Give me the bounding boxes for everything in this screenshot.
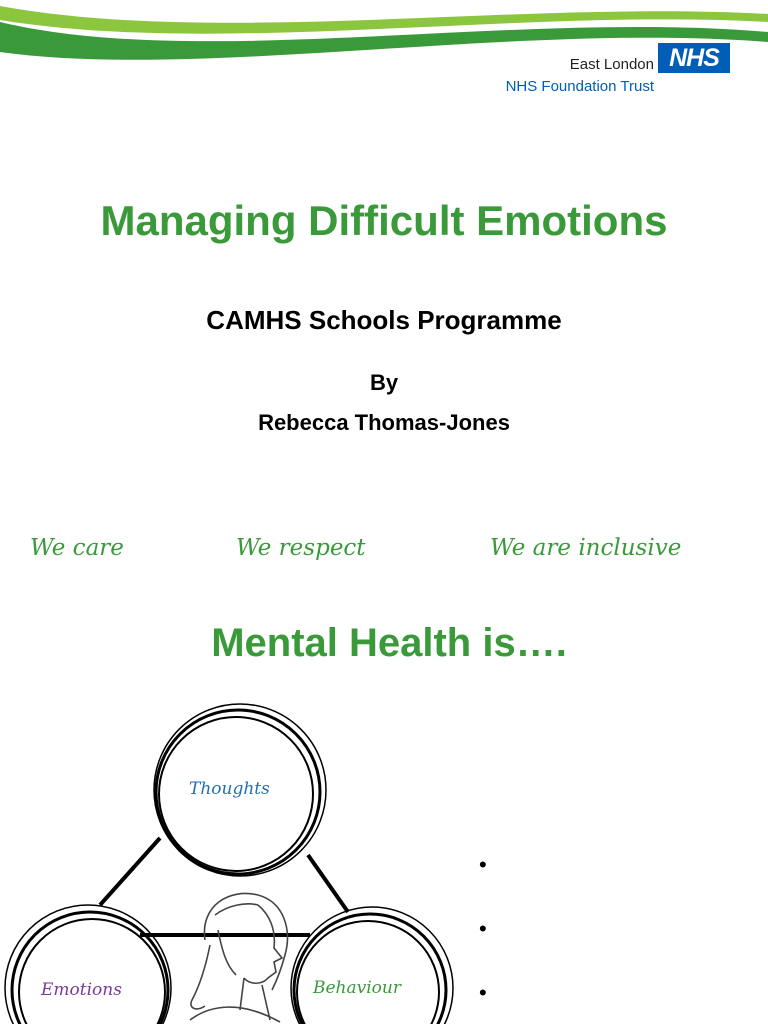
value-we-are-inclusive: We are inclusive xyxy=(490,535,682,561)
nhs-logo-badge: NHS xyxy=(658,43,730,73)
logo-org-name: East London xyxy=(569,56,654,73)
logo-trust-name: NHS Foundation Trust xyxy=(505,78,654,95)
person-sketch-illustration xyxy=(190,893,287,1022)
slide-subtitle: CAMHS Schools Programme xyxy=(206,305,562,335)
node-label-thoughts: Thoughts xyxy=(189,779,270,799)
slide-title: Managing Difficult Emotions xyxy=(100,197,668,244)
author-name: Rebecca Thomas-Jones xyxy=(258,410,510,435)
value-we-respect: We respect xyxy=(236,535,366,561)
connector-line xyxy=(100,838,160,905)
behaviour-circle xyxy=(291,907,453,1024)
bullet-point: • xyxy=(479,916,487,941)
thoughts-emotions-behaviour-diagram xyxy=(0,700,470,1024)
value-we-care: We care xyxy=(30,535,124,561)
node-label-behaviour: Behaviour xyxy=(313,978,401,998)
connector-line xyxy=(308,855,348,912)
section-heading: Mental Health is…. xyxy=(211,621,567,665)
bullet-point: • xyxy=(479,980,487,1005)
emotions-circle xyxy=(5,905,171,1024)
bullet-point: • xyxy=(479,852,487,877)
node-label-emotions: Emotions xyxy=(41,980,122,1000)
by-label: By xyxy=(369,370,399,395)
